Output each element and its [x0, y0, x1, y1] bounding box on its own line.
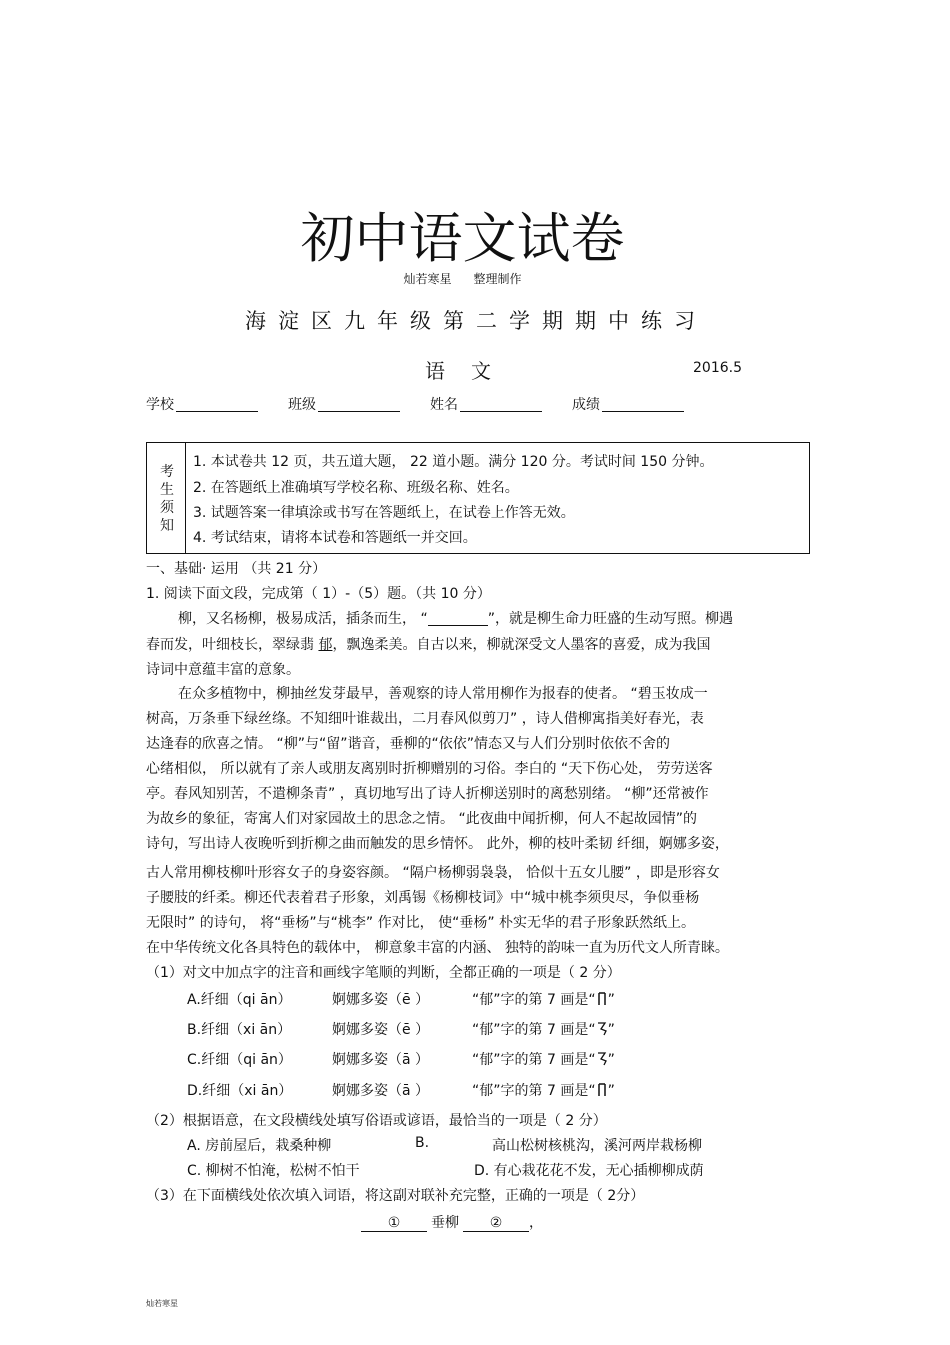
passage-line: 心绪相似， 所以就有了亲人或朋友离别时折柳赠别的习俗。李白的 “天下伤心处， 劳劳送客 [146, 761, 713, 777]
couplet-blank-1[interactable]: ① [361, 1215, 427, 1232]
school-field[interactable]: 学校 [146, 394, 258, 414]
option-2c[interactable]: C. 柳树不怕淹，松树不怕干 [187, 1163, 360, 1179]
option-b-e: 婀娜多姿（ē ） [332, 1022, 430, 1038]
option-a[interactable]: A.纤细（qi ān） [187, 992, 292, 1008]
class-field[interactable]: 班级 [288, 394, 400, 414]
passage-line: 诗词中意蕴丰富的意象。 [146, 662, 300, 678]
question-1-2: （2）根据语意，在文段横线处填写俗语或谚语，最恰当的一项是（ 2 分） [146, 1113, 607, 1129]
name-field[interactable]: 姓名 [430, 394, 542, 414]
notice-line: 2. 在答题纸上准确填写学校名称、班级名称、姓名。 [193, 480, 519, 496]
option-a-stroke: “郁”字的第 7 画是“ ” [472, 992, 615, 1008]
option-2d[interactable]: D. 有心栽花花不发，无心插柳柳成荫 [474, 1163, 704, 1179]
option-b[interactable]: B.纤细（xi ān） [187, 1022, 292, 1038]
underlined-char: 郁 [318, 637, 333, 653]
question-1-1: （1）对文中加点字的注音和画线字笔顺的判断，全都正确的一项是（ 2 分） [146, 965, 621, 981]
passage-line: 无限时” 的诗句， 将“垂杨”与“桃李” 作对比， 使“垂杨” 朴实无华的君子形象跃然纸上。 [146, 915, 696, 931]
option-2b-label[interactable]: B. [415, 1135, 430, 1151]
question-1-3: （3）在下面横线处依次填入词语，将这副对联补充完整，正确的一项是（ 2分） [146, 1188, 645, 1204]
footer-mark: 灿若寒星 [146, 1299, 178, 1308]
option-d[interactable]: D.纤细（xi ān） [187, 1083, 293, 1099]
option-b-stroke: “郁”字的第 7 画是“ ” [472, 1022, 615, 1038]
notice-side-label: 考 生 须 知 [147, 443, 186, 553]
passage-line: 诗句，写出诗人夜晚听到折柳之曲而触发的思乡情怀。 此外，柳的枝叶柔韧 纤细，婀娜多姿， [146, 836, 729, 852]
option-2a[interactable]: A. 房前屋后，栽桑种柳 [187, 1138, 332, 1154]
passage-line: 树高，万条垂下绿丝绦。不知细叶谁裁出，二月春风似剪刀” ，诗人借柳寓指美好春光，表 [146, 711, 704, 727]
score-field[interactable]: 成绩 [572, 394, 684, 414]
subject-title: 语文 [425, 359, 517, 383]
section-heading: 一、基础· 运用 （共 21 分） [146, 561, 327, 577]
option-d-stroke: “郁”字的第 7 画是“ ” [472, 1083, 615, 1099]
exam-title: 海淀区九年级第二学期期中练习 [245, 309, 707, 333]
exam-date: 2016.5 [693, 360, 742, 376]
maker-line [0, 270, 925, 287]
passage-line: 达逢春的欣喜之情。 “柳”与“留”谐音，垂柳的“依依”情态又与人们分别时依依不舍的 [146, 736, 670, 752]
option-2b[interactable]: 高山松树核桃沟，溪河两岸栽杨柳 [492, 1138, 702, 1154]
option-c-e: 婀娜多姿（ā ） [332, 1052, 430, 1068]
notice-line: 3. 试题答案一律填涂或书写在答题纸上，在试卷上作答无效。 [193, 505, 575, 521]
couplet-blank-2[interactable]: ② [463, 1215, 529, 1232]
passage-line: 子腰肢的纤柔。柳还代表着君子形象，刘禹锡《杨柳枝词》中“城中桃李须臾尽，争似垂杨 [146, 890, 700, 906]
passage-line: 柳，又名杨柳，极易成活，插条而生， “ ”，就是柳生命力旺盛的生动写照。柳遇 [178, 611, 733, 627]
notice-line: 1. 本试卷共 12 页，共五道大题， 22 道小题。满分 120 分。考试时间 150 分钟。 [193, 454, 714, 470]
question-intro: 1. 阅读下面文段，完成第（ 1）-（5）题。（共 10 分） [146, 586, 491, 602]
fill-blank[interactable] [428, 611, 488, 626]
stroke-hook-icon [596, 1052, 608, 1066]
stroke-vertical-icon [596, 992, 608, 1006]
stroke-vertical-icon [596, 1083, 608, 1097]
passage-line: 古人常用柳枝柳叶形容女子的身姿容颜。 “隔户杨柳弱袅袅， 恰似十五女儿腰” ，即是形容女 [146, 865, 720, 881]
document-title: 初中语文试卷 [300, 207, 625, 270]
maker-name: 灿若寒星 [403, 272, 452, 286]
passage-line: 在中华传统文化各具特色的载体中， 柳意象丰富的内涵、 独特的韵味一直为历代文人所青睐。 [146, 940, 729, 956]
passage-line: 在众多植物中，柳抽丝发芽最早，善观察的诗人常用柳作为报春的使者。 “碧玉妆成一 [178, 686, 708, 702]
option-d-e: 婀娜多姿（ā ） [332, 1083, 430, 1099]
option-c[interactable]: C.纤细（qi ān） [187, 1052, 292, 1068]
notice-line: 4. 考试结束，请将本试卷和答题纸一并交回。 [193, 530, 477, 546]
stroke-hook-icon [596, 1022, 608, 1036]
couplet-line: ① 垂柳 ② ， [361, 1212, 543, 1232]
maker-note: 整理制作 [473, 272, 522, 286]
passage-line: 为故乡的象征，寄寓人们对家园故土的思念之情。 “此夜曲中闻折柳，何人不起故园情”的 [146, 811, 697, 827]
option-a-e: 婀娜多姿（ē ） [332, 992, 430, 1008]
passage-line: 亭。春风知别苦，不遣柳条青” ，真切地写出了诗人折柳送别时的离愁别绪。 “柳”还常被作 [146, 786, 709, 802]
passage-line: 春而发，叶细枝长，翠绿翡 郁，飘逸柔美。自古以来，柳就深受文人墨客的喜爱，成为我国 [146, 637, 711, 653]
option-c-stroke: “郁”字的第 7 画是“ ” [472, 1052, 615, 1068]
exam-notice-box [146, 442, 810, 554]
